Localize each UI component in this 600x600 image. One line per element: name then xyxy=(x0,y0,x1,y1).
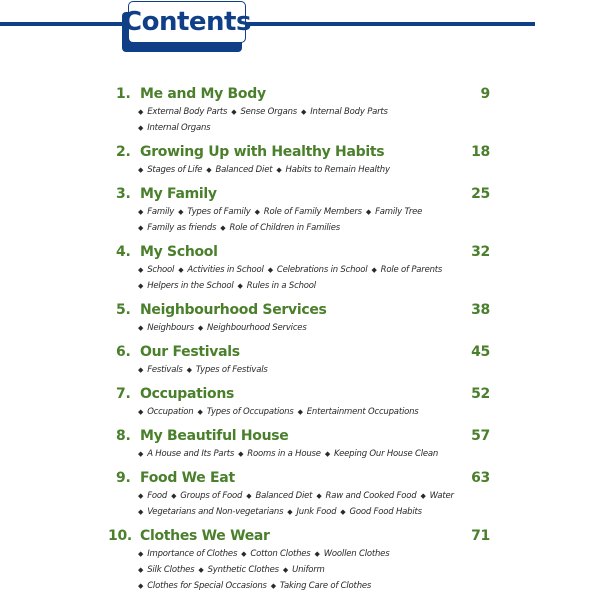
chapter-heading[interactable] xyxy=(116,300,490,320)
chapter-page-number: 52 xyxy=(471,386,490,402)
topic-text: Sense Organs xyxy=(240,107,298,117)
chapter-number: 6. xyxy=(116,344,131,360)
topic-item xyxy=(138,565,194,575)
topic-line xyxy=(116,320,490,336)
topic-text: Types of Festivals xyxy=(195,365,268,375)
chapter-heading[interactable] xyxy=(116,384,490,404)
topic-text: Types of Family xyxy=(187,207,251,217)
toc-chapter xyxy=(116,342,490,378)
chapter-page-number: 45 xyxy=(471,344,490,360)
topic-text: Types of Occupations xyxy=(206,407,294,417)
chapter-title: Occupations xyxy=(140,386,235,402)
topic-text: Stages of Life xyxy=(147,165,203,175)
topic-item xyxy=(312,491,416,501)
topic-line xyxy=(116,120,490,136)
topic-text: Internal Body Parts xyxy=(310,107,388,117)
diamond-bullet-icon: ◆ xyxy=(237,282,243,290)
diamond-bullet-icon: ◆ xyxy=(138,408,144,416)
toc-chapter xyxy=(116,84,490,136)
topic-item xyxy=(367,265,442,275)
chapter-page-number: 57 xyxy=(471,428,490,444)
chapter-heading[interactable] xyxy=(116,426,490,446)
chapter-number: 7. xyxy=(116,386,131,402)
topic-line xyxy=(116,504,490,520)
diamond-bullet-icon: ◆ xyxy=(138,324,144,332)
topic-item xyxy=(416,491,453,501)
topic-item xyxy=(297,107,388,117)
topic-item xyxy=(138,223,216,233)
chapter-page-number: 63 xyxy=(471,470,490,486)
topic-item xyxy=(216,223,340,233)
diamond-bullet-icon: ◆ xyxy=(365,208,372,216)
diamond-bullet-icon: ◆ xyxy=(206,166,212,174)
topic-item xyxy=(336,507,422,517)
diamond-bullet-icon: ◆ xyxy=(371,266,377,274)
diamond-bullet-icon: ◆ xyxy=(198,566,204,574)
chapter-title: My School xyxy=(140,244,218,260)
topic-text: Entertainment Occupations xyxy=(306,407,419,417)
topic-text: Balanced Diet xyxy=(215,165,273,175)
chapter-title: Neighbourhood Services xyxy=(140,302,327,318)
diamond-bullet-icon: ◆ xyxy=(138,582,144,590)
diamond-bullet-icon: ◆ xyxy=(138,450,144,458)
chapter-title: My Family xyxy=(140,186,217,202)
topic-text: Importance of Clothes xyxy=(147,549,238,559)
diamond-bullet-icon: ◆ xyxy=(138,108,144,116)
diamond-bullet-icon: ◆ xyxy=(178,266,184,274)
diamond-bullet-icon: ◆ xyxy=(138,166,144,174)
chapter-heading[interactable] xyxy=(108,526,490,546)
topic-text: Silk Clothes xyxy=(147,565,195,575)
topic-item xyxy=(174,265,264,275)
diamond-bullet-icon: ◆ xyxy=(138,366,144,374)
diamond-bullet-icon: ◆ xyxy=(197,324,204,332)
page-title: Contents xyxy=(123,7,251,37)
topic-text: Occupation xyxy=(147,407,194,417)
topic-text: Rules in a School xyxy=(246,281,316,291)
topic-item xyxy=(138,107,227,117)
header-rule-right xyxy=(245,22,535,26)
topic-line xyxy=(116,488,490,504)
topic-line xyxy=(116,578,490,594)
chapter-title: Me and My Body xyxy=(140,86,266,102)
diamond-bullet-icon: ◆ xyxy=(138,550,144,558)
chapter-page-number: 32 xyxy=(471,244,490,260)
chapter-number: 9. xyxy=(116,470,131,486)
topic-text: Woollen Clothes xyxy=(323,549,390,559)
diamond-bullet-icon: ◆ xyxy=(276,166,282,174)
topic-line xyxy=(116,546,490,562)
topic-line xyxy=(116,404,490,420)
topic-line xyxy=(116,262,490,278)
diamond-bullet-icon: ◆ xyxy=(138,266,144,274)
topic-text: Internal Organs xyxy=(147,123,211,133)
toc-chapter xyxy=(116,184,490,236)
diamond-bullet-icon: ◆ xyxy=(297,408,303,416)
topic-item xyxy=(138,581,267,591)
chapter-page-number: 18 xyxy=(471,144,490,160)
diamond-bullet-icon: ◆ xyxy=(287,508,293,516)
topic-text: Taking Care of Clothes xyxy=(279,581,372,591)
topic-item xyxy=(194,565,279,575)
topic-line xyxy=(116,562,490,578)
diamond-bullet-icon: ◆ xyxy=(340,508,346,516)
topic-text: Family xyxy=(147,207,175,217)
topic-item xyxy=(138,123,210,133)
topic-line xyxy=(116,446,490,462)
diamond-bullet-icon: ◆ xyxy=(238,450,244,458)
diamond-bullet-icon: ◆ xyxy=(138,492,144,500)
topic-item xyxy=(138,207,174,217)
topic-item xyxy=(242,491,312,501)
topic-text: Clothes for Special Occasions xyxy=(147,581,267,591)
topic-item xyxy=(174,207,250,217)
topic-item xyxy=(202,165,272,175)
diamond-bullet-icon: ◆ xyxy=(420,492,426,500)
diamond-bullet-icon: ◆ xyxy=(270,582,276,590)
chapter-number: 10. xyxy=(108,528,132,544)
table-of-contents xyxy=(108,84,490,600)
topic-text: A House and Its Parts xyxy=(147,449,235,459)
topic-text: Good Food Habits xyxy=(349,507,422,517)
topic-line xyxy=(116,362,490,378)
topic-line xyxy=(116,104,490,120)
topic-item xyxy=(321,449,438,459)
topic-text: Neighbours xyxy=(147,323,194,333)
topic-text: Food xyxy=(147,491,168,501)
topic-item xyxy=(251,207,362,217)
topic-item xyxy=(279,565,325,575)
toc-chapter xyxy=(116,300,490,336)
topic-item xyxy=(234,449,321,459)
diamond-bullet-icon: ◆ xyxy=(316,492,322,500)
topic-item xyxy=(362,207,422,217)
topic-text: Uniform xyxy=(292,565,325,575)
chapter-page-number: 38 xyxy=(471,302,490,318)
topic-item xyxy=(283,507,336,517)
topic-item xyxy=(138,165,202,175)
topic-item xyxy=(311,549,390,559)
toc-chapter xyxy=(108,526,490,594)
toc-chapter xyxy=(116,384,490,420)
topic-text: Vegetarians and Non-vegetarians xyxy=(147,507,284,517)
chapter-page-number: 25 xyxy=(471,186,490,202)
topic-item xyxy=(267,581,371,591)
topic-item xyxy=(138,549,237,559)
topic-text: Groups of Food xyxy=(180,491,243,501)
chapter-number: 5. xyxy=(116,302,131,318)
topic-line xyxy=(116,204,490,220)
chapter-heading[interactable] xyxy=(116,468,490,488)
chapter-heading[interactable] xyxy=(116,342,490,362)
chapter-heading[interactable] xyxy=(116,184,490,204)
diamond-bullet-icon: ◆ xyxy=(138,566,144,574)
topic-text: External Body Parts xyxy=(147,107,228,117)
topic-item xyxy=(138,507,283,517)
toc-chapter xyxy=(116,426,490,462)
topic-item xyxy=(167,491,242,501)
topic-item xyxy=(194,407,294,417)
diamond-bullet-icon: ◆ xyxy=(186,366,192,374)
diamond-bullet-icon: ◆ xyxy=(138,224,144,232)
topic-text: Raw and Cooked Food xyxy=(325,491,417,501)
topic-item xyxy=(194,323,307,333)
topic-line xyxy=(116,278,490,294)
chapter-page-number: 9 xyxy=(480,86,490,102)
topic-text: Role of Parents xyxy=(380,265,443,275)
topic-item xyxy=(264,265,368,275)
diamond-bullet-icon: ◆ xyxy=(171,492,177,500)
topic-item xyxy=(227,107,297,117)
topic-text: Neighbourhood Services xyxy=(207,323,307,333)
topic-item xyxy=(138,323,194,333)
topic-item xyxy=(183,365,268,375)
topic-text: Helpers in the School xyxy=(147,281,234,291)
chapter-number: 2. xyxy=(116,144,131,160)
diamond-bullet-icon: ◆ xyxy=(138,124,144,132)
topic-text: Keeping Our House Clean xyxy=(334,449,439,459)
chapter-title: Food We Eat xyxy=(140,470,235,486)
diamond-bullet-icon: ◆ xyxy=(246,492,252,500)
topic-text: Cotton Clothes xyxy=(250,549,311,559)
topic-text: Activities in School xyxy=(187,265,264,275)
diamond-bullet-icon: ◆ xyxy=(282,566,289,574)
chapter-number: 3. xyxy=(116,186,131,202)
diamond-bullet-icon: ◆ xyxy=(267,266,273,274)
chapter-heading[interactable] xyxy=(116,242,490,262)
topic-text: Role of Family Members xyxy=(263,207,362,217)
diamond-bullet-icon: ◆ xyxy=(254,208,260,216)
diamond-bullet-icon: ◆ xyxy=(138,208,144,216)
topic-item xyxy=(138,265,174,275)
toc-chapter xyxy=(116,142,490,178)
topic-item xyxy=(237,549,310,559)
topic-text: Family Tree xyxy=(375,207,423,217)
toc-chapter xyxy=(116,242,490,294)
diamond-bullet-icon: ◆ xyxy=(324,450,331,458)
topic-line xyxy=(116,220,490,236)
diamond-bullet-icon: ◆ xyxy=(301,108,307,116)
topic-text: Festivals xyxy=(147,365,183,375)
diamond-bullet-icon: ◆ xyxy=(220,224,226,232)
chapter-title: My Beautiful House xyxy=(140,428,289,444)
topic-text: Rooms in a House xyxy=(247,449,321,459)
diamond-bullet-icon: ◆ xyxy=(314,550,320,558)
topic-text: Junk Food xyxy=(296,507,337,517)
header-box xyxy=(123,1,251,43)
diamond-bullet-icon: ◆ xyxy=(178,208,184,216)
chapter-title: Growing Up with Healthy Habits xyxy=(140,144,385,160)
topic-item xyxy=(138,407,194,417)
topic-text: Celebrations in School xyxy=(276,265,368,275)
chapter-heading[interactable] xyxy=(116,142,490,162)
diamond-bullet-icon: ◆ xyxy=(138,508,144,516)
chapter-number: 1. xyxy=(116,86,131,102)
toc-chapter xyxy=(116,468,490,520)
topic-text: Role of Children in Families xyxy=(229,223,340,233)
topic-item xyxy=(138,281,234,291)
topic-text: Synthetic Clothes xyxy=(207,565,279,575)
diamond-bullet-icon: ◆ xyxy=(241,550,247,558)
topic-item xyxy=(138,449,234,459)
chapter-title: Clothes We Wear xyxy=(140,528,270,544)
topic-text: Family as friends xyxy=(147,223,217,233)
diamond-bullet-icon: ◆ xyxy=(138,282,144,290)
topic-text: Balanced Diet xyxy=(255,491,313,501)
topic-item xyxy=(138,365,183,375)
diamond-bullet-icon: ◆ xyxy=(197,408,203,416)
topic-text: School xyxy=(147,265,175,275)
chapter-page-number: 71 xyxy=(471,528,490,544)
header-rule-left xyxy=(0,22,125,26)
topic-item xyxy=(234,281,316,291)
chapter-number: 8. xyxy=(116,428,131,444)
topic-item xyxy=(138,491,167,501)
chapter-title: Our Festivals xyxy=(140,344,240,360)
chapter-heading[interactable] xyxy=(116,84,490,104)
topic-text: Water xyxy=(429,491,454,501)
topic-item xyxy=(294,407,419,417)
topic-item xyxy=(272,165,389,175)
chapter-number: 4. xyxy=(116,244,131,260)
diamond-bullet-icon: ◆ xyxy=(231,108,237,116)
topic-text: Habits to Remain Healthy xyxy=(285,165,390,175)
topic-line xyxy=(116,162,490,178)
